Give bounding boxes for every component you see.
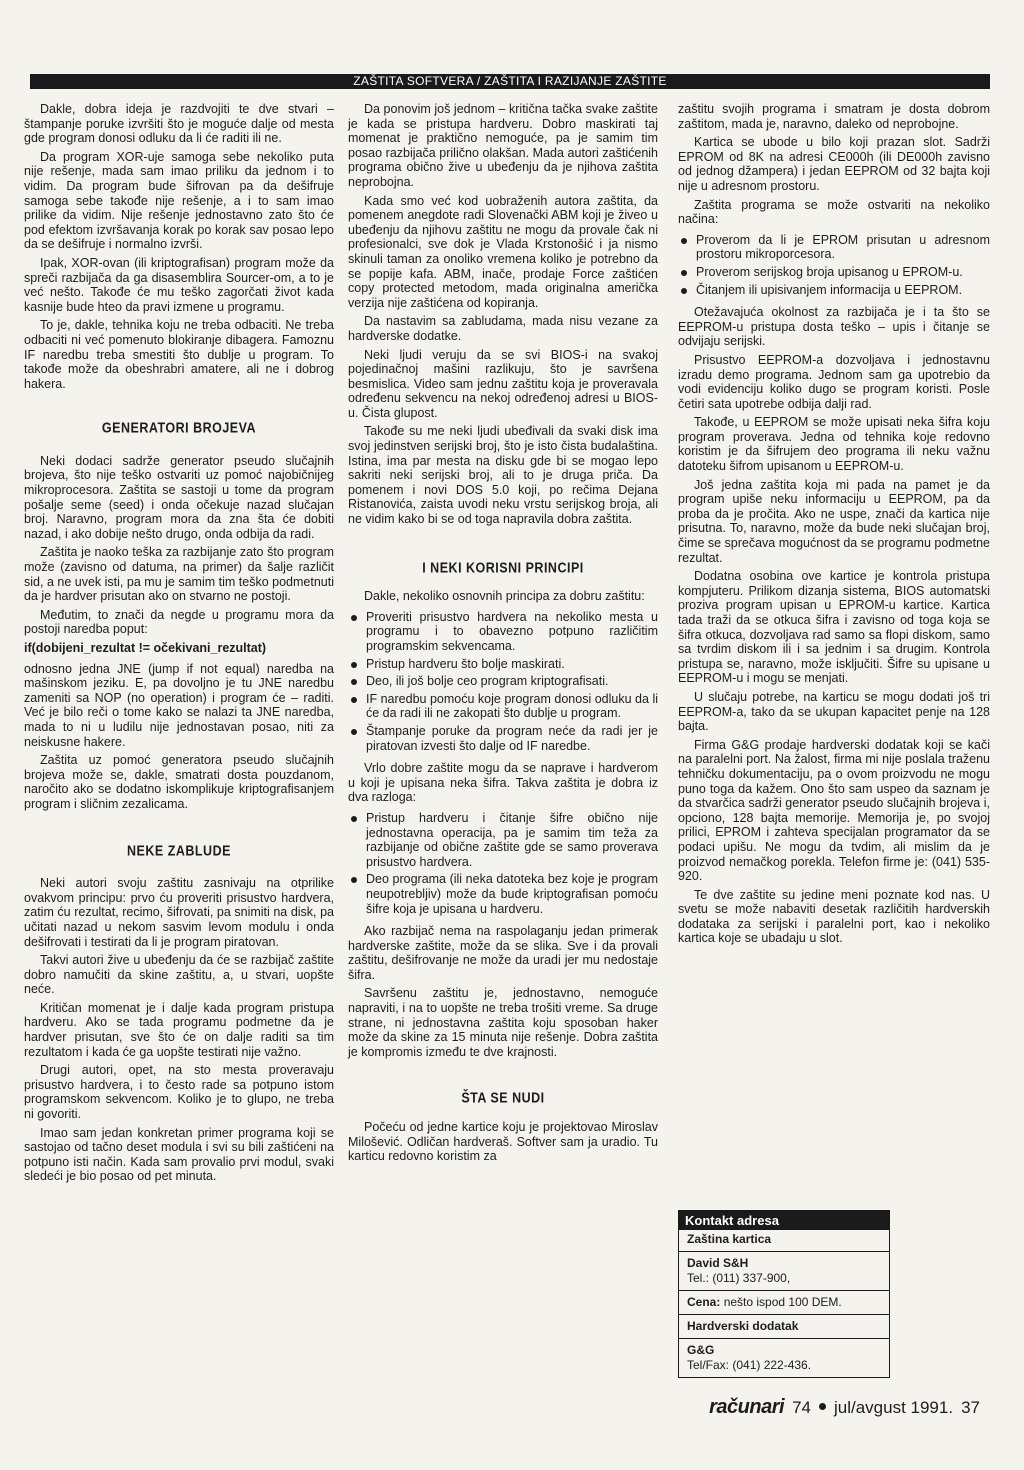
paragraph: zaštitu svojih programa i smatram je dosta dobrom zaštitom, mada je, naravno, daleko od neprobojne. (678, 102, 990, 131)
divider (679, 1338, 889, 1339)
paragraph: Zaštita je naoko teška za razbijanje zato što program može (zavisno od datuma, na primer) da šalje različit sid, a ne uvek isti, pa mu je samim tim teško podmetnuti da je hardver prisutan ako on stvarno ne postoji. (24, 545, 334, 604)
bullet-icon (351, 816, 357, 822)
paragraph: Ako razbijač nema na raspolaganju jedan primerak hardverske zaštite, može da se slika. Sve i da provali zaštitu, dešifrovanje ne može da uradi jer mu nedostaje šifra. (348, 924, 658, 982)
paragraph: Ipak, XOR-ovan (ili kriptografisan) program može da spreči razbijača da ga disasemblira Sourcer-om, a to je već nešto. Takođe će mu teško zagorčati život kada kasnije bude hteo da pravi izmene u programu. (24, 255, 334, 314)
contact-box (678, 1210, 890, 1378)
bullet-icon (351, 679, 357, 685)
bullet-icon (819, 1403, 826, 1410)
list-item-text: Proverom serijskog broja upisanog u EPROM-u. (696, 264, 963, 279)
contact-section-heading: Hardverski dodatak (687, 1319, 799, 1333)
list-item-text: Pristup hardveru što bolje maskirati. (366, 656, 565, 671)
paragraph: Takođe su me neki ljudi ubeđivali da svaki disk ima svoj jedinstven serijski broj, što je isto čista budalaština. Istina, ima par mesta na disku gde bi se mogao lepo sakriti neki serijski broj, ali to je druga priča. Da pomenem i novi DOS 5.0 koji, po rečima Dejana Ristanovića, zaista uvodi neku vrstu serijskog broja, ali ne vidim kako bi se od toga napravila dobra zaštita. (348, 424, 658, 527)
paragraph: Prisustvo EEPROM-a dozvoljava i jednostavnu izradu demo programa. Jednom sam ga upotrebio da vodi evidenciju koliko dugo se program koristi. Posle četiri sata upotrebe odbija dalji rad. (678, 352, 990, 411)
paragraph: Imao sam jedan konkretan primer programa koji se sastojao od tačno deset modula i svi su bili zaštićeni na potpuno isti način. Kada sam provalio prvi modul, svaki sledeći je bio posao od pet minuta. (24, 1125, 334, 1184)
list-item (366, 724, 658, 753)
contact-price (687, 1295, 881, 1310)
list-item (366, 657, 658, 672)
paragraph: Počeću od jedne kartice koju je projektovao Miroslav Milošević. Odličan hardveraš. Softver sam ja uradio. Tu karticu redovno koristim za (348, 1120, 658, 1164)
paragraph: Kada smo već kod uobraženih autora zaštita, da pomenem anegdote radi Slovenački ABM koji je živeo u ubeđenju da njihovu zaštitu ne mogu da provale čak ni profesionalci, sve dok je Vlada Krstonošić i ja nismo skinuli taman za onoliko vremena koliko je potrebno da se popije kafa. ABM, inače, prodaje Force zaštićen copy protected metodom, mada originalna američka verzija nije zaštićena od kopiranja. (348, 193, 658, 310)
paragraph: Kartica se ubode u bilo koji prazan slot. Sadrži EPROM od 8K na adresi CE000h (ili DE000h zavisno od jednog džampera) i jedan EEPROM od 32 bajta koji nije u adresnom prostoru. (678, 135, 990, 193)
paragraph: U slučaju potrebe, na karticu se mogu dodati još tri EEPROM-a, tako da se ukupan kapacitet penje na 128 bajta. (678, 689, 990, 734)
magazine-logo: računari (709, 1396, 785, 1418)
paragraph: Dodatna osobina ove kartice je kontrola pristupa kompjuteru. Prilikom dizanja sistema, BIOS automatski proziva program upisan u EPROM-u kartice. Kartica tada traži da se otkuca šifra i zavisno od toga koja se šifra otkuca, dozvoljava rad samo sa flopi diskom, samo sa tvrdim diskom ili i sa jednim i sa drugim. Kontrola pristupa se, naravno, može isključiti. Šifre su upisane u EEPROM-u i mogu se menjati. (678, 569, 990, 686)
bullet-icon (351, 877, 357, 883)
list-item-text: Proveriti prisustvo hardvera na nekoliko mesta u programu i to obavezno potpuno različitim programskim sekvencama. (366, 609, 658, 653)
list-item (366, 811, 658, 869)
paragraph: Takvi autori žive u ubeđenju da će se razbijač zaštite dobro namučiti da skine zaštitu, a, u stvari, uopšte neće. (24, 953, 334, 997)
bullet-list (348, 811, 658, 916)
paragraph: To je, dakle, tehnika koju ne treba odbaciti. Ne treba odbaciti ni već pomenuto blokiranje dibagera. Famoznu IF naredbu treba smestiti što dublje u program. To takođe može da obeshrabri amatere, ali ne i dobrog hakera. (24, 318, 334, 391)
list-item (366, 674, 658, 689)
list-item-text: Deo, ili još bolje ceo program kriptografisati. (366, 674, 609, 689)
list-item (366, 872, 658, 916)
paragraph: Kritičan momenat je i dalje kada program pristupa hardveru. Ako se tada programu podmetne da je hardver prisutan, sve što će on dalje raditi sa tim rezultatom i kada će ga uopšte testirati nije važno. (24, 1000, 334, 1059)
bullet-icon (351, 729, 357, 735)
list-item-text: IF naredbu pomoću koje program donosi odluku da li će da radi ili ne zakopati što dublje u program. (366, 691, 658, 721)
bullet-list (678, 233, 990, 297)
paragraph: Firma G&G prodaje hardverski dodatak koji se kači na paralelni port. Na žalost, firma mi nije poslala traženu tehničku dokumentaciju, pa o ovom proizvodu ne mogu puno toga da kažem. Ono što sam uspeo da saznam je da stvarčica sadrži generator pseudo slučajnih brojeva i, opciono, 128 bajta memorije. Memorija je, po svojoj prilici, EPROM i zahteva specijalan programator da se podaci upišu. Ne mogu da tvdim, ali mislim da je proizvod nemačkog porekla. Telefon firme je: (041) 535-920. (678, 737, 990, 884)
paragraph: Da ponovim još jednom – kritična tačka svake zaštite je kada se pristupa hardveru. Dobro maskirati taj momenat je praktično nemoguće, pa je samim tim posao razbijača prilično olakšan. Mada autori zaštićenih programa obično žive u ubeđenju da je njihova zaštita neprobojna. (348, 102, 658, 189)
list-item (366, 610, 658, 654)
paragraph: Neki dodaci sadrže generator pseudo slučajnih brojeva, što nije teško ostvariti uz pomoć najobičnijeg mikroprocesora. Zaštita se sastoji u tome da program pošalje seme (seed) i onda očekuje nazad slučajan broj. Naravno, program mora da zna šta će dobiti nazad, i ako dobije nešto drugo, onda odbija da radi. (24, 453, 334, 541)
paragraph: odnosno jedna JNE (jump if not equal) naredba na mašinskom jeziku. E, pa dovoljno je tu JNE naredbu zameniti sa NOP (no operation) i program će – raditi. Već je bilo reči o tome kako se nalazi ta JNE naredba, mada to ni u ludilu nije jednostavan posao, niti za neiskusne hakere. (24, 661, 334, 749)
list-item (696, 233, 990, 262)
contact-company: G&G (687, 1343, 715, 1357)
bullet-icon (681, 238, 687, 244)
contact-section-heading: Zaština kartica (687, 1232, 772, 1246)
section-heading: GENERATORI BROJEVA (101, 420, 257, 437)
list-item-text: Čitanjem ili upisivanjem informacija u EEPROM. (696, 282, 963, 297)
contact-box-title: Kontakt adresa (679, 1211, 889, 1230)
paragraph: Savršenu zaštitu je, jednostavno, nemoguće napraviti, i na to uopšte ne treba trošiti vreme. Sa druge strane, ni jednostavna zaštita koju sposoban haker može da skine za 15 minuta nije rešenje. Dobra zaštita je kompromis između te dve krajnosti. (348, 986, 658, 1059)
contact-company: David S&H (687, 1256, 749, 1270)
page-number: 37 (961, 1398, 980, 1417)
list-item (366, 692, 658, 721)
bullet-list (348, 610, 658, 753)
section-heading: I NEKI KORISNI PRINCIPI (422, 559, 584, 576)
list-item (696, 265, 990, 280)
paragraph: Otežavajuća okolnost za razbijača je i ta što se EEPROM-u pristupa dosta teško – upis i čitanje se odvijaju serijski. (678, 305, 990, 349)
paragraph: Drugi autori, opet, na sto mesta proveravaju prisustvo hardvera, i to često rade sa potpuno istom programskom sekvencom. Koliko je to glupo, ne treba ni govoriti. (24, 1063, 334, 1122)
list-item (696, 283, 990, 298)
bullet-icon (351, 697, 357, 703)
divider (679, 1314, 889, 1315)
paragraph: Vrlo dobre zaštite mogu da se naprave i hardverom u koji je upisana neka šifra. Takva zaštita je dobra iz dva razloga: (348, 761, 658, 805)
section-banner: ZAŠTITA SOFTVERA / ZAŠTITA I RAZIJANJE ZAŠTITE (30, 74, 990, 89)
bullet-icon (681, 288, 687, 294)
code-formula: if(dobijeni_rezultat != očekivani_rezultat) (24, 641, 267, 655)
paragraph: Da nastavim sa zabludama, mada nisu vezane za hardverske dodatke. (348, 314, 658, 343)
section-heading: ŠTA SE NUDI (461, 1090, 545, 1107)
column-3 (678, 102, 990, 950)
paragraph: Zaštita uz pomoć generatora pseudo slučajnih brojeva može se, dakle, smatrati dosta pouzdanom, naročito ako se dodatno iskomplikuje kriptografisanjem program i sličnim zezalicama. (24, 753, 334, 811)
paragraph: Neki ljudi veruju da se svi BIOS-i na svakoj pojedinačnoj mašini razlikuju, što je savršena besmislica. Video sam jednu zaštitu koja je proveravala određenu sekvencu na nekoj određenoj adresi u BIOS-u. Čista glupost. (348, 347, 658, 420)
column-1 (24, 102, 334, 1188)
paragraph: Zaštita programa se može ostvariti na nekoliko načina: (678, 197, 990, 227)
divider (679, 1251, 889, 1252)
issue-date: jul/avgust 1991. (833, 1398, 954, 1417)
bullet-icon (351, 615, 357, 621)
paragraph: Međutim, to znači da negde u programu mora da postoji naredba poput: (24, 607, 334, 637)
paragraph: Da program XOR-uje samoga sebe nekoliko puta nije rešenje, mada sam imao priliku da jednom i to vidim. Da program bude šifrovan pa da dešifruje samoga sebe takođe nije rešenje, a i to sam imao prilike da vidim. Nije rešenje jednostavno zato što će pod efektom izvršavanja korak po korak sav posao lepo da se dešifruje i normalno izvrši. (24, 149, 334, 252)
paragraph: Te dve zaštite su jedine meni poznate kod nas. U svetu se može nabaviti desetak različitih hardverskih dodataka za serijski i paralelni port, kao i nekoliko kartica koje se ubadaju u slot. (678, 887, 990, 946)
contact-phone: Tel/Fax: (041) 222-436. (687, 1358, 812, 1372)
price-label: Cena: (687, 1295, 721, 1309)
issue-number: 74 (792, 1398, 811, 1417)
paragraph: Dakle, dobra ideja je razdvojiti te dve stvari – štampanje poruke izvršiti što je moguće dalje od mesta gde program donosi odluku da li će raditi ili ne. (24, 102, 334, 146)
list-item-text: Deo programa (ili neka datoteka bez koje je program neupotrebljiv) može da bude kriptografisan pomoću šifre koja je upisana u hardveru. (366, 872, 658, 916)
page-footer (709, 1396, 980, 1419)
list-item-text: Štampanje poruke da program neće da radi jer je piratovan izvesti što dalje od IF naredbe. (366, 723, 658, 753)
column-2 (348, 102, 658, 1168)
price-value: nešto ispod 100 DEM. (723, 1295, 842, 1309)
paragraph: Dakle, nekoliko osnovnih principa za dobru zaštitu: (364, 589, 645, 604)
divider (679, 1290, 889, 1291)
bullet-icon (351, 662, 357, 668)
list-item-text: Proverom da li je EPROM prisutan u adresnom prostoru mikroporcesora. (696, 232, 990, 262)
paragraph: Još jedna zaštita koja mi pada na pamet je da program upiše neku informaciju u EEPROM, pa da proba da je pročita. Ako ne uspe, znači da kartica nije prisutna. To, naravno, može da bude neki slučajan broj, čime se sprečava mogućnost da se programu podmetne rezultat. (678, 477, 990, 565)
paragraph: Takođe, u EEPROM se može upisati neka šifra koju program proverava. Jedna od tehnika koje redovno koristim je da šifrujem deo programa ili neku važnu datoteku šifrom upisanom u EEPROM-u. (678, 415, 990, 474)
section-heading: NEKE ZABLUDE (127, 842, 231, 859)
paragraph: Neki autori svoju zaštitu zasnivaju na otprilike ovakvom principu: prvo ću proveriti prisustvo hardvera, zatim ću rezultat, recimo, šifrovati, pa snimiti na disk, pa učitati nazad u nekom sasvim levom modulu i onda dešifrovati i testirati da li je program piratovan. (24, 876, 334, 949)
list-item-text: Pristup hardveru i čitanje šifre obično nije jednostavna operacija, pa je samim tim teža za razbijanje od obične zaštite gde se samo proverava prisustvo hardvera. (366, 810, 658, 869)
contact-phone: Tel.: (011) 337-900, (687, 1271, 791, 1285)
bullet-icon (681, 270, 687, 276)
